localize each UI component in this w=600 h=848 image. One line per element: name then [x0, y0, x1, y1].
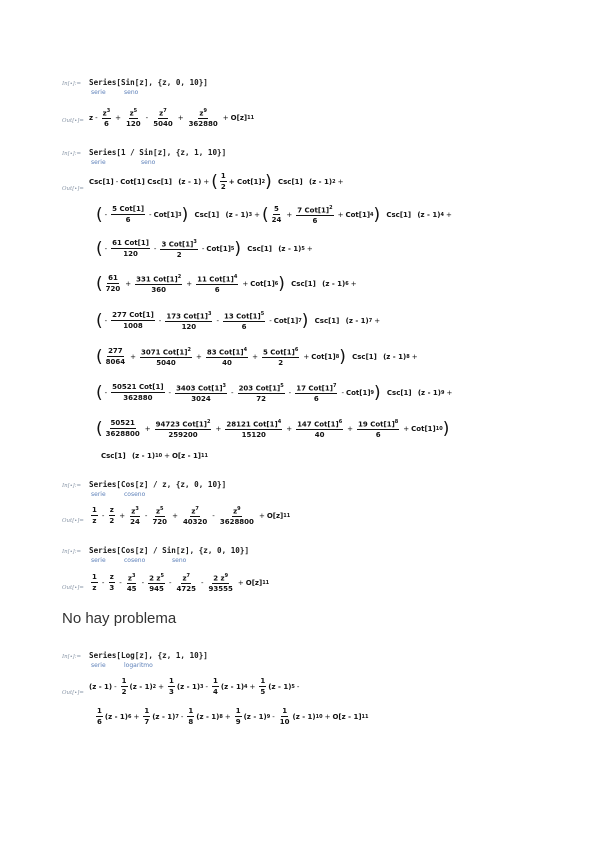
- output-label: Out[∙]=: [62, 690, 84, 696]
- hint-logaritmo: logaritmo: [124, 662, 153, 669]
- output-csc-line-4: ( - $\frac{\text{277 Cot[1]}}{1008}$ - $\frac{173 Cot[1]^3}{120}$ - $\frac{13 Cot[1]^5}{6}$ - Cot[1] 7 ) Csc[1] (z - 1) 7 +: [96, 310, 381, 332]
- text-no-problem: No hay problema: [62, 610, 177, 627]
- output-csc-line-1: ( - $\frac{\text{5 Cot[1]}}{6}$ - Cot[1] 3 ) Csc[1] (z - 1) 3 + ( $\frac{5}{24}$ + $\frac{7 Cot[1]^2}{6}$ + Cot[1] 4 ) Csc[1] (z - 1) 4 +: [96, 204, 452, 226]
- output-csc-line-0: Csc[1] - Cot[1] Csc[1] (z - 1) + ( $\frac{1}{2}$ + Cot[1] 2 ) Csc[1] (z - 1) 2 +: [89, 171, 344, 192]
- hint-seno: seno: [141, 159, 156, 166]
- term: z: [89, 113, 94, 122]
- output-label: Out[∙]=: [62, 518, 84, 524]
- input-cell-cot[interactable]: Series[Cos[z] / Sin[z], {z, 0, 10}]: [89, 546, 250, 555]
- output-csc-line-8: Csc[1] (z - 1) 10 + O[z - 1] 11: [101, 452, 208, 460]
- output-csc-line-7: ( $\frac{50521}{3628800}$ + $\frac{94723 Cot[1]^2}{259200}$ + $\frac{28121 Cot[1]^4}{15120}$ + $\frac{147 Cot[1]^6}{40}$ + $\frac{19 Cot[1]^8}{6}$ + Cot[1] 10 ): [96, 418, 450, 440]
- output-cell-sin: z - $\frac{z^3}{6}$ + $\frac{z^5}{120}$ - $\frac{z^7}{5040}$ + $\frac{z^9}{362880}$ + O[z] 11: [89, 108, 255, 129]
- input-cell-log[interactable]: Series[Log[z], {z, 1, 10}]: [89, 651, 208, 660]
- hint-coseno: coseno: [124, 491, 146, 498]
- hint-serie: serie: [91, 557, 106, 564]
- output-label: Out[∙]=: [62, 585, 84, 591]
- hint-seno: seno: [172, 557, 187, 564]
- hint-serie: serie: [91, 159, 106, 166]
- output-csc-line-3: ( $\frac{61}{720}$ + $\frac{331 Cot[1]^2}{360}$ + $\frac{11 Cot[1]^4}{6}$ + Cot[1] 6 ) Csc[1] (z - 1) 6 +: [96, 273, 357, 295]
- hint-coseno: coseno: [124, 557, 146, 564]
- big-o-term: O[z]: [230, 113, 248, 122]
- output-cell-cot: $\frac{1}{z}$ - $\frac{z}{3}$ - $\frac{z^3}{45}$ - $\frac{2 z^5}{945}$ - $\frac{z^7}{4725}$ - $\frac{2 z^9}{93555}$ + O[z] 11: [92, 573, 270, 594]
- input-cell-csc[interactable]: Series[1 / Sin[z], {z, 1, 10}]: [89, 148, 227, 157]
- input-label: In[∙]:=: [62, 483, 82, 489]
- input-label: In[∙]:=: [62, 654, 82, 660]
- input-label: In[∙]:=: [62, 81, 82, 87]
- output-cell-cos-over-z: $\frac{1}{z}$ - $\frac{z}{2}$ + $\frac{z^3}{24}$ - $\frac{z^5}{720}$ + $\frac{z^7}{40320}$ - $\frac{z^9}{3628800}$ + O[z] 11: [92, 506, 291, 527]
- hint-serie: serie: [91, 89, 106, 96]
- fraction: $\frac{z^9}{362880}$: [188, 108, 218, 129]
- output-label: Out[∙]=: [62, 186, 84, 192]
- input-label: In[∙]:=: [62, 549, 82, 555]
- fraction: $\frac{z^5}{120}$: [126, 108, 141, 129]
- fraction: $\frac{z^3}{6}$: [102, 108, 111, 129]
- output-label: Out[∙]=: [62, 118, 84, 124]
- fraction: $\frac{z^7}{5040}$: [153, 108, 173, 129]
- output-log-line-1: $\frac{1}{6}$ (z - 1) 6 + $\frac{1}{7}$ (z - 1) 7 - $\frac{1}{8}$ (z - 1) 8 + $\frac{1}{9}$ (z - 1) 9 - $\frac{1}{10}$ (z - 1) 10 + O[z - 1] 11: [97, 707, 369, 726]
- output-csc-line-2: ( - $\frac{\text{61 Cot[1]}}{120}$ - $\frac{3 Cot[1]^3}{2}$ - Cot[1] 5 ) Csc[1] (z - 1) 5 +: [96, 238, 313, 260]
- output-log-line-0: (z - 1) - $\frac{1}{2}$ (z - 1) 2 + $\frac{1}{3}$ (z - 1) 3 - $\frac{1}{4}$ (z - 1) 4 + $\frac{1}{5}$ (z - 1) 5 -: [89, 677, 300, 696]
- output-csc-line-5: ( $\frac{277}{8064}$ + $\frac{3071 Cot[1]^2}{5040}$ + $\frac{83 Cot[1]^4}{40}$ + $\frac{5 Cot[1]^6}{2}$ + Cot[1] 8 ) Csc[1] (z - 1) 8 +: [96, 346, 418, 368]
- input-label: In[∙]:=: [62, 151, 82, 157]
- output-csc-line-6: ( - $\frac{\text{50521 Cot[1]}}{362880}$ - $\frac{3403 Cot[1]^3}{3024}$ - $\frac{203 Cot[1]^5}{72}$ - $\frac{17 Cot[1]^7}{6}$ - Cot[1] 9 ) Csc[1] (z - 1) 9 +: [96, 382, 453, 404]
- input-cell-cos-over-z[interactable]: Series[Cos[z] / z, {z, 0, 10}]: [89, 480, 227, 489]
- hint-serie: serie: [91, 662, 106, 669]
- hint-seno: seno: [124, 89, 139, 96]
- hint-serie: serie: [91, 491, 106, 498]
- input-cell-sin[interactable]: Series[Sin[z], {z, 0, 10}]: [89, 78, 208, 87]
